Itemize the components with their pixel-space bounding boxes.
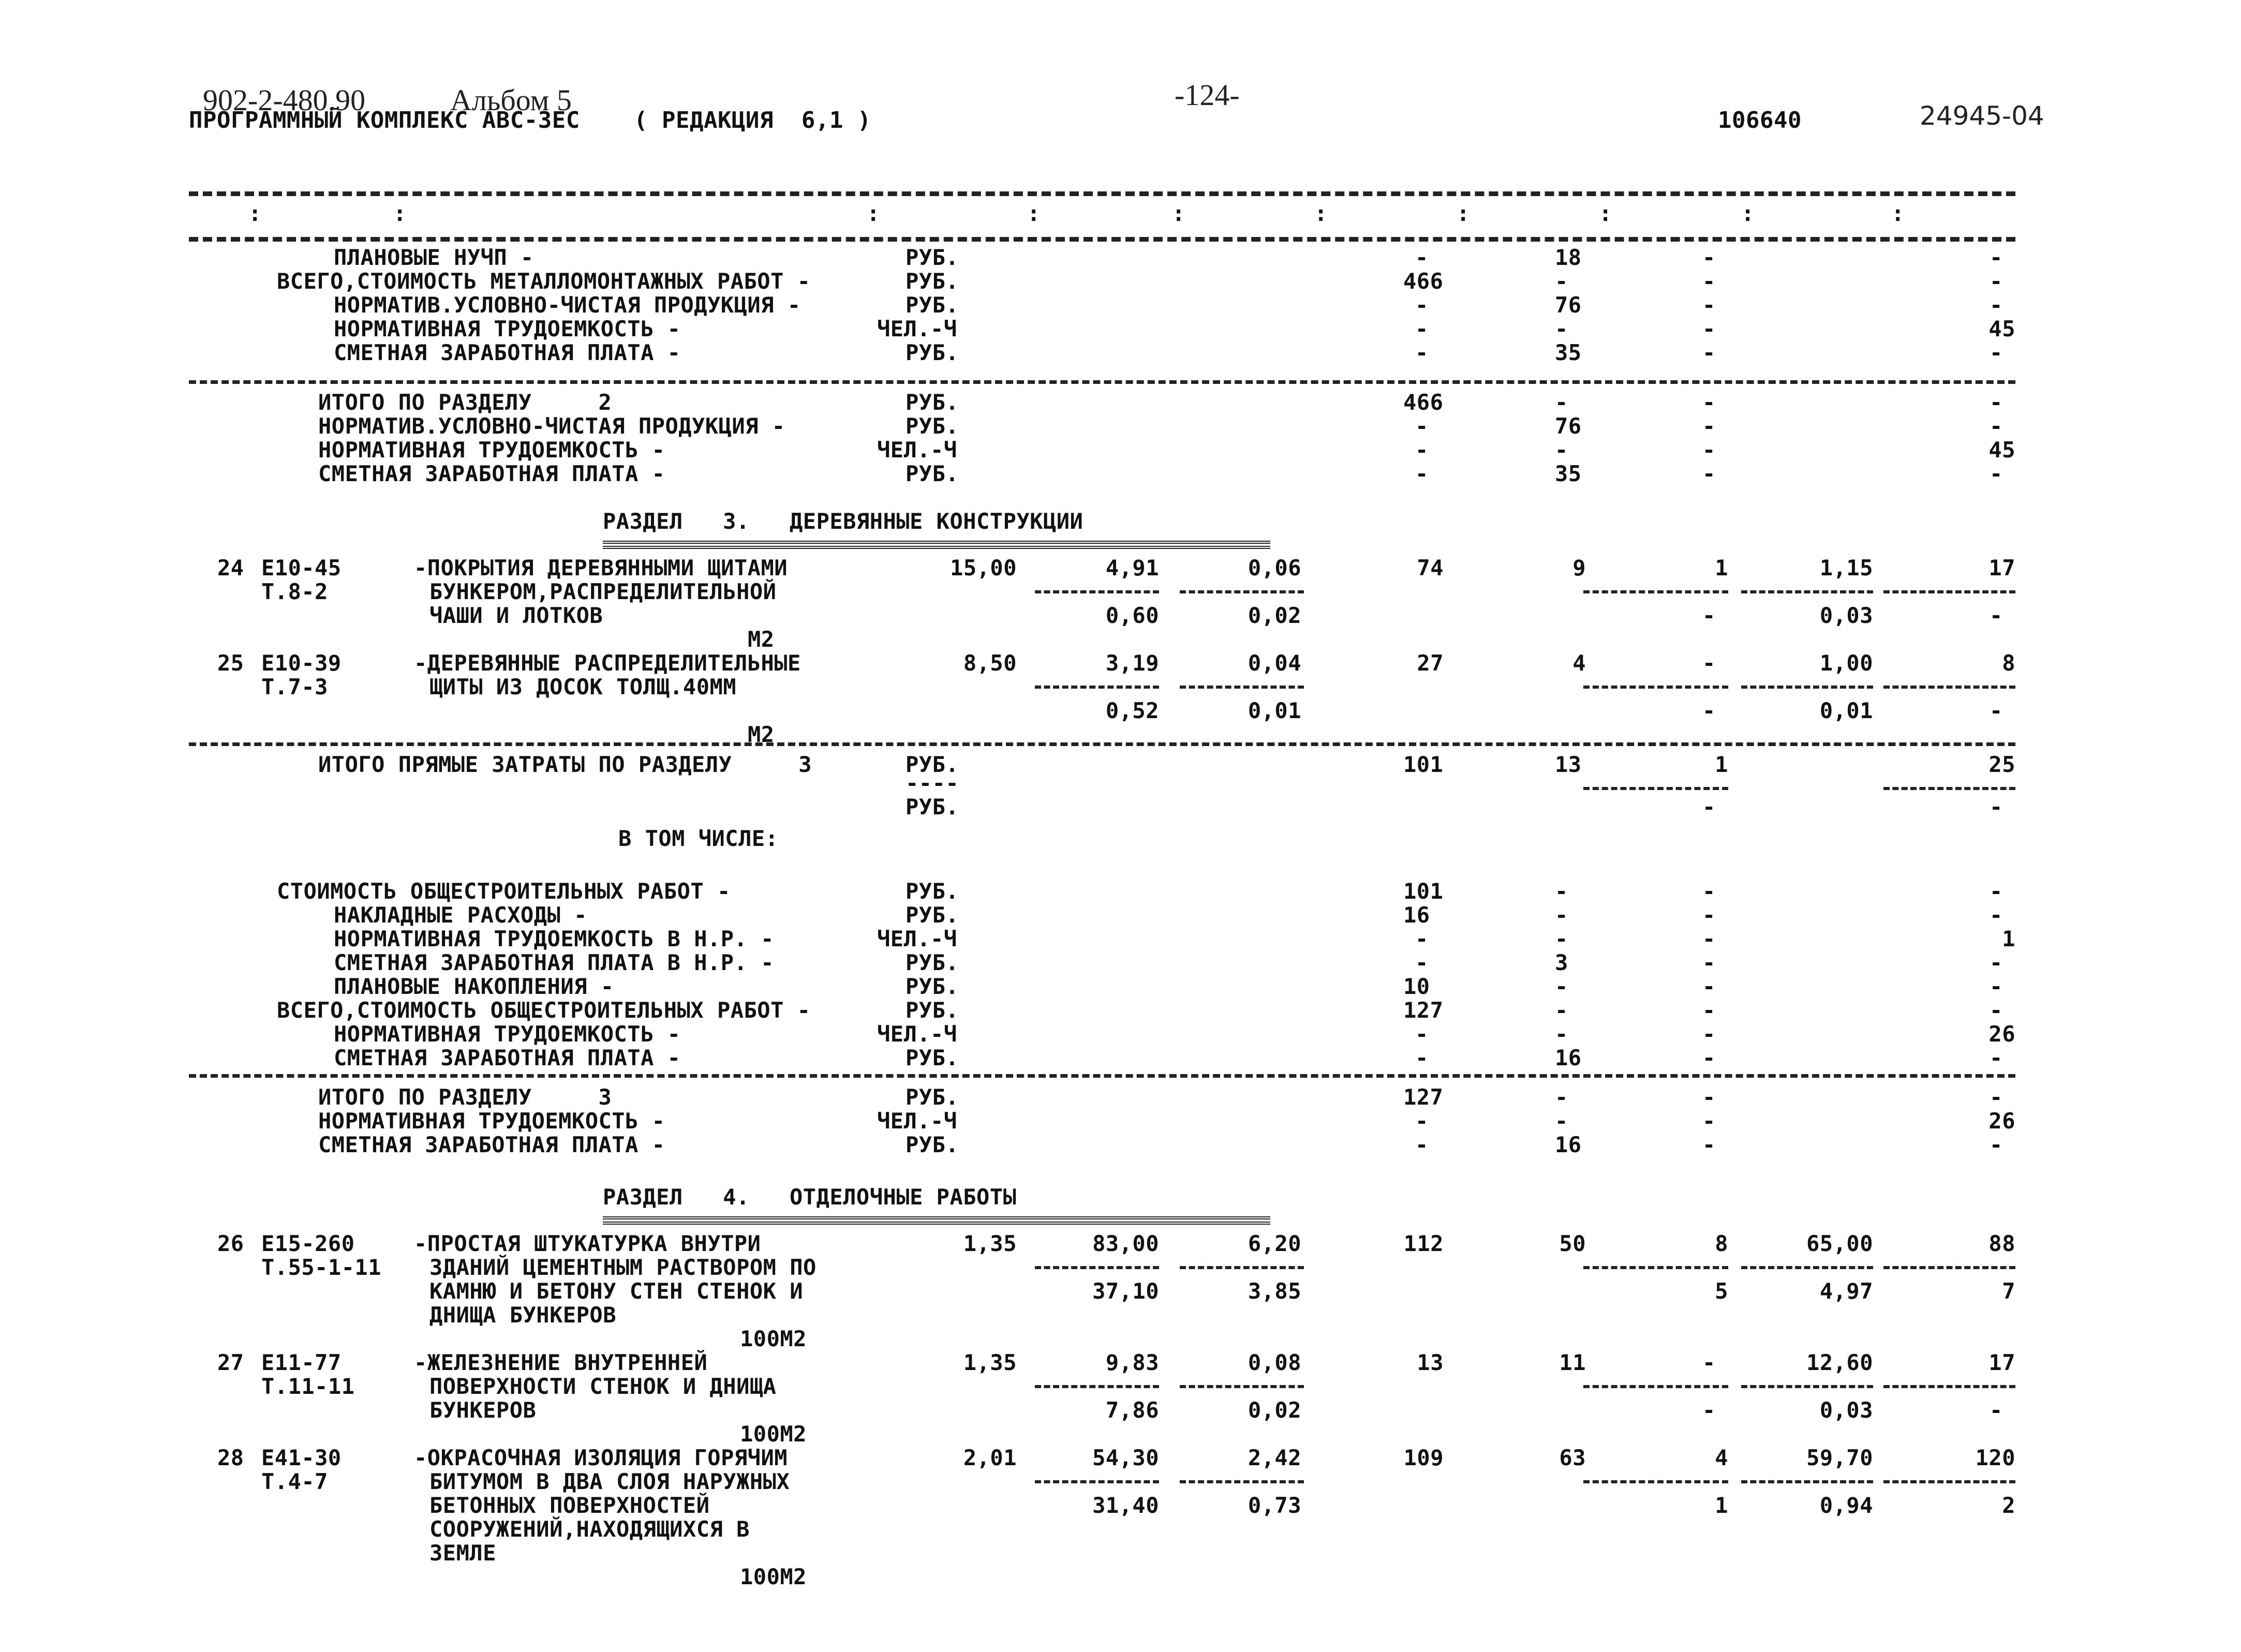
summary-unit: РУБ. [906, 1045, 959, 1070]
summary-label: НОРМАТИВНАЯ ТРУДОЕМКОСТЬ - [334, 316, 681, 341]
separator-rule [189, 380, 2015, 384]
item-description: БУНКЕРОВ [429, 1397, 537, 1423]
cell-divider [1583, 787, 1728, 790]
item-code: Е10-39 [261, 650, 342, 676]
cell-divider [1741, 1480, 1873, 1483]
page-number: -124- [1175, 78, 1240, 112]
summary-unit: РУБ. [906, 245, 959, 270]
cell-divider [1583, 1266, 1728, 1269]
summary-label: НОРМАТИВНАЯ ТРУДОЕМКОСТЬ - [318, 1108, 665, 1134]
cell-c5-lower: 0,60 [1105, 603, 1159, 628]
summary-unit-rule: ---- [906, 770, 959, 796]
separator-rule [189, 742, 2015, 746]
cell-c7: 16 [1403, 902, 1430, 928]
column-divider: : [867, 201, 880, 226]
cell-divider [1180, 1385, 1304, 1388]
cell-c9-lower: - [1702, 698, 1716, 723]
cell-c7: 13 [1417, 1350, 1444, 1375]
item-code: Е15-260 [261, 1231, 355, 1256]
cell-c7: 27 [1417, 650, 1444, 676]
cell-c7: 109 [1403, 1445, 1444, 1470]
cell-divider [1035, 686, 1159, 689]
edition-label: ( РЕДАКЦИЯ 6,1 ) [634, 107, 871, 133]
cell-c8: - [1555, 974, 1568, 999]
cell-c9: - [1702, 390, 1716, 415]
cell-c11: 26 [1988, 1108, 2015, 1134]
cell-c5: 9,83 [1105, 1350, 1159, 1375]
cell-c6: 0,04 [1248, 650, 1301, 676]
cell-c7: 466 [1403, 390, 1444, 415]
cell-c9: - [1702, 1045, 1716, 1070]
item-number: 25 [217, 650, 244, 676]
column-divider: : [1314, 201, 1328, 226]
cell-divider [1180, 686, 1304, 689]
item-description: СООРУЖЕНИЙ,НАХОДЯЩИХСЯ В [429, 1516, 750, 1542]
cell-c9: - [1702, 1021, 1716, 1047]
cell-divider [1741, 1266, 1873, 1269]
cell-c11: - [1990, 245, 2003, 270]
item-code: Е11-77 [261, 1350, 342, 1375]
doc-code-2: 24945-04 [1920, 101, 2044, 131]
cell-c11-lower: - [1990, 603, 2003, 628]
cell-c7: - [1415, 413, 1429, 439]
cell-divider [1035, 590, 1159, 593]
summary-unit: ЧЕЛ.-Ч [877, 1108, 957, 1134]
cell-c8: 4 [1572, 650, 1586, 676]
cell-c6-lower: 0,02 [1248, 1397, 1301, 1423]
cell-c6-lower: 0,73 [1248, 1493, 1301, 1518]
cell-c9: - [1702, 1108, 1716, 1134]
summary-unit: РУБ. [906, 902, 959, 928]
item-reference: Т.8-2 [261, 579, 328, 604]
item-description: -ПРОСТАЯ ШТУКАТУРКА ВНУТРИ [414, 1231, 761, 1256]
summary-label: НОРМАТИВНАЯ ТРУДОЕМКОСТЬ - [318, 437, 665, 463]
cell-c9-lower: - [1702, 603, 1716, 628]
summary-label: НОРМАТИВНАЯ ТРУДОЕМКОСТЬ В Н.Р. - [334, 926, 774, 951]
cell-c9: - [1702, 1132, 1716, 1157]
cell-c8: - [1555, 1108, 1568, 1134]
cell-c11-lower: - [1990, 1397, 2003, 1423]
cell-c4: 2,01 [963, 1445, 1017, 1470]
cell-divider [1883, 686, 2015, 689]
cell-c8: - [1555, 879, 1568, 904]
cell-c9: 8 [1715, 1231, 1728, 1256]
column-divider: : [1599, 201, 1612, 226]
cell-c7: - [1415, 1132, 1429, 1157]
item-description: ЧАШИ И ЛОТКОВ [429, 603, 603, 628]
cell-c8: 63 [1559, 1445, 1586, 1470]
cell-c9: - [1702, 340, 1716, 365]
cell-c11-lower: - [1990, 698, 2003, 723]
cell-c6: 6,20 [1248, 1231, 1301, 1256]
item-description: ЗДАНИЙ ЦЕМЕНТНЫМ РАСТВОРОМ ПО [429, 1255, 817, 1280]
cell-c11: - [1990, 974, 2003, 999]
column-divider: : [248, 201, 262, 226]
item-unit: М2 [748, 627, 775, 652]
summary-label: ИТОГО ПО РАЗДЕЛУ 2 [318, 390, 612, 415]
cell-c8: 13 [1555, 752, 1582, 777]
item-description: ЩИТЫ ИЗ ДОСОК ТОЛЩ.40ММ [429, 674, 737, 700]
cell-c9: - [1702, 926, 1716, 951]
cell-c8: - [1555, 1021, 1568, 1047]
table-head-rule [189, 237, 2015, 242]
summary-unit: РУБ. [906, 340, 959, 365]
cell-divider [1583, 1385, 1728, 1388]
cell-c6: 0,06 [1248, 555, 1301, 581]
cell-c9: - [1702, 413, 1716, 439]
cell-c6: 0,08 [1248, 1350, 1301, 1375]
item-reference: Т.4-7 [261, 1469, 328, 1494]
cell-c8: 3 [1555, 950, 1568, 975]
cell-c9: - [1702, 292, 1716, 318]
cell-c9: - [1702, 650, 1716, 676]
summary-label: ИТОГО ПО РАЗДЕЛУ 3 [318, 1084, 612, 1110]
summary-unit: РУБ. [906, 292, 959, 318]
summary-label: СМЕТНАЯ ЗАРАБОТНАЯ ПЛАТА - [318, 1132, 665, 1157]
cell-c9: - [1702, 437, 1716, 463]
cell-c9-lower: - [1702, 1397, 1716, 1423]
item-unit: 100М2 [740, 1564, 807, 1589]
summary-unit: РУБ. [906, 974, 959, 999]
cell-c11: - [1990, 269, 2003, 294]
summary-label: ВСЕГО,СТОИМОСТЬ МЕТАЛЛОМОНТАЖНЫХ РАБОТ - [277, 269, 811, 294]
cell-c7: - [1415, 245, 1429, 270]
section-title: РАЗДЕЛ 3. ДЕРЕВЯННЫЕ КОНСТРУКЦИИ [603, 509, 1084, 534]
cell-c9-lower: 5 [1715, 1278, 1728, 1304]
cell-c9: 1 [1715, 752, 1728, 777]
program-title: ПРОГРАММНЫЙ КОМПЛЕКС АВС-ЗЕС [189, 107, 580, 133]
summary-label: НОРМАТИВ.УСЛОВНО-ЧИСТАЯ ПРОДУКЦИЯ - [334, 292, 801, 318]
cell-c4: 1,35 [963, 1231, 1017, 1256]
cell-c8: - [1555, 998, 1568, 1023]
item-reference: Т.7-3 [261, 674, 328, 700]
cell-c7: - [1415, 1045, 1429, 1070]
cell-c11: - [1990, 902, 2003, 928]
column-divider: : [1741, 201, 1755, 226]
cell-divider [1883, 1480, 2015, 1483]
item-description: БИТУМОМ В ДВА СЛОЯ НАРУЖНЫХ [429, 1469, 790, 1494]
cell-c8: 35 [1555, 461, 1582, 486]
summary-unit: ЧЕЛ.-Ч [877, 316, 957, 341]
cell-c8: - [1555, 437, 1568, 463]
cell-divider [1583, 686, 1728, 689]
cell-c8: 16 [1555, 1132, 1582, 1157]
doc-number: 902-2-480.90 [203, 83, 366, 117]
cell-divider [1741, 590, 1873, 593]
cell-c6-lower: 0,02 [1248, 603, 1301, 628]
cell-c11: 26 [1988, 1021, 2015, 1047]
summary-unit: РУБ. [906, 998, 959, 1023]
cell-divider [1883, 590, 2015, 593]
cell-c7: - [1415, 316, 1429, 341]
summary-label: СМЕТНАЯ ЗАРАБОТНАЯ ПЛАТА - [318, 461, 665, 486]
cell-c11: - [1990, 390, 2003, 415]
cell-c9: - [1702, 1350, 1716, 1375]
cell-c7: - [1415, 1108, 1429, 1134]
summary-label: НОРМАТИВНАЯ ТРУДОЕМКОСТЬ - [334, 1021, 681, 1047]
cell-c11: - [1990, 998, 2003, 1023]
summary-unit: РУБ. [906, 752, 959, 777]
cell-c11: - [1990, 1132, 2003, 1157]
cell-c5: 54,30 [1092, 1445, 1159, 1470]
column-divider: : [393, 201, 407, 226]
cell-c5-lower: 31,40 [1092, 1493, 1159, 1518]
cell-divider [1180, 1266, 1304, 1269]
cell-c7: - [1415, 292, 1429, 318]
summary-label: НОРМАТИВ.УСЛОВНО-ЧИСТАЯ ПРОДУКЦИЯ - [318, 413, 785, 439]
item-description: ДНИЩА БУНКЕРОВ [429, 1302, 617, 1328]
cell-c9: - [1702, 1084, 1716, 1110]
item-description: БУНКЕРОМ,РАСПРЕДЕЛИТЕЛЬНОЙ [429, 579, 777, 604]
cell-c6-lower: 3,85 [1248, 1278, 1301, 1304]
title-underline [603, 541, 1270, 549]
cell-c11: - [1990, 413, 2003, 439]
item-reference: Т.11-11 [261, 1374, 355, 1399]
cell-c11: - [1990, 461, 2003, 486]
cell-c10: 12,60 [1806, 1350, 1873, 1375]
summary-unit: РУБ. [906, 1084, 959, 1110]
separator-rule [189, 1074, 2015, 1078]
item-number: 28 [217, 1445, 244, 1470]
cell-c8: - [1555, 926, 1568, 951]
item-description: -ПОКРЫТИЯ ДЕРЕВЯННЫМИ ЩИТАМИ [414, 555, 788, 581]
cell-c10-lower: 0,94 [1819, 1493, 1873, 1518]
cell-c9: 4 [1715, 1445, 1728, 1470]
column-divider: : [1027, 201, 1041, 226]
cell-divider [1583, 1480, 1728, 1483]
cell-c11: - [1990, 1045, 2003, 1070]
summary-unit: РУБ. [906, 390, 959, 415]
summary-unit: РУБ. [906, 269, 959, 294]
cell-c6: 2,42 [1248, 1445, 1301, 1470]
cell-c5-lower: 37,10 [1092, 1278, 1159, 1304]
cell-c9: - [1702, 245, 1716, 270]
cell-c10-lower: 0,03 [1819, 1397, 1873, 1423]
item-reference: Т.55-1-11 [261, 1255, 382, 1280]
cell-c5-lower: 7,86 [1105, 1397, 1159, 1423]
cell-divider [1741, 1385, 1873, 1388]
summary-label: НАКЛАДНЫЕ РАСХОДЫ - [334, 902, 587, 928]
cell-c7: 127 [1403, 1084, 1444, 1110]
item-description: ЗЕМЛЕ [429, 1540, 496, 1566]
summary-unit: ЧЕЛ.-Ч [877, 926, 957, 951]
cell-c9: - [1702, 316, 1716, 341]
cell-c5: 83,00 [1092, 1231, 1159, 1256]
item-unit: 100М2 [740, 1421, 807, 1447]
cell-c11: 45 [1988, 316, 2015, 341]
cell-c4: 8,50 [963, 650, 1017, 676]
item-description: КАМНЮ И БЕТОНУ СТЕН СТЕНОК И [429, 1278, 804, 1304]
summary-unit: РУБ. [906, 461, 959, 486]
cell-c8: - [1555, 316, 1568, 341]
cell-c8: 18 [1555, 245, 1582, 270]
cell-c11: 25 [1988, 752, 2015, 777]
item-description: -ЖЕЛЕЗНЕНИЕ ВНУТРЕННЕЙ [414, 1350, 708, 1375]
cell-c11: 8 [2002, 650, 2015, 676]
cell-c7: 74 [1417, 555, 1444, 581]
item-description: -ДЕРЕВЯННЫЕ РАСПРЕДЕЛИТЕЛЬНЫЕ [414, 650, 801, 676]
cell-c9: - [1702, 902, 1716, 928]
cell-c7: - [1415, 340, 1429, 365]
summary-unit: ЧЕЛ.-Ч [877, 437, 957, 463]
cell-c11: 1 [2002, 926, 2015, 951]
doc-code-1: 106640 [1718, 107, 1802, 133]
cell-c8: 76 [1555, 292, 1582, 318]
cell-c11-lower: - [1990, 794, 2003, 820]
cell-divider [1583, 590, 1728, 593]
cell-c4: 1,35 [963, 1350, 1017, 1375]
cell-c10-lower: 0,03 [1819, 603, 1873, 628]
cell-divider [1741, 686, 1873, 689]
cell-c11: 17 [1988, 555, 2015, 581]
cell-c11: - [1990, 1084, 2003, 1110]
cell-c8: - [1555, 269, 1568, 294]
item-number: 27 [217, 1350, 244, 1375]
item-code: Е10-45 [261, 555, 342, 581]
cell-c9: - [1702, 461, 1716, 486]
cell-c11: 120 [1975, 1445, 2015, 1470]
section-title: РАЗДЕЛ 4. ОТДЕЛОЧНЫЕ РАБОТЫ [603, 1184, 1017, 1210]
column-divider: : [1457, 201, 1470, 226]
cell-c11: 88 [1988, 1231, 2015, 1256]
cell-c8: - [1555, 902, 1568, 928]
summary-label: СТОИМОСТЬ ОБЩЕСТРОИТЕЛЬНЫХ РАБОТ - [277, 879, 731, 904]
cell-divider [1035, 1385, 1159, 1388]
cell-c10: 1,15 [1819, 555, 1873, 581]
table-top-rule [189, 191, 2015, 196]
cell-c9: - [1702, 879, 1716, 904]
title-underline [603, 1216, 1270, 1225]
item-unit: 100М2 [740, 1326, 807, 1351]
cell-c9-lower: - [1702, 794, 1716, 820]
cell-divider [1035, 1480, 1159, 1483]
cell-c11: - [1990, 292, 2003, 318]
cell-c9: 1 [1715, 555, 1728, 581]
album-label: Альбом 5 [450, 83, 572, 117]
cell-c9-lower: 1 [1715, 1493, 1728, 1518]
summary-label: ПЛАНОВЫЕ НАКОПЛЕНИЯ - [334, 974, 614, 999]
cell-c11-lower: 2 [2002, 1493, 2015, 1518]
cell-c11: - [1990, 950, 2003, 975]
item-unit: М2 [748, 722, 775, 747]
summary-unit: РУБ. [906, 794, 959, 820]
cell-c5: 3,19 [1105, 650, 1159, 676]
item-number: 24 [217, 555, 244, 581]
cell-c9: - [1702, 974, 1716, 999]
cell-c10-lower: 0,01 [1819, 698, 1873, 723]
cell-c8: - [1555, 1084, 1568, 1110]
column-divider: : [1172, 201, 1185, 226]
summary-unit: РУБ. [906, 950, 959, 975]
cell-c9: - [1702, 269, 1716, 294]
cell-c8: 11 [1559, 1350, 1586, 1375]
item-description: -ОКРАСОЧНАЯ ИЗОЛЯЦИЯ ГОРЯЧИМ [414, 1445, 788, 1470]
summary-unit: ЧЕЛ.-Ч [877, 1021, 957, 1047]
cell-c5-lower: 0,52 [1105, 698, 1159, 723]
cell-c10: 1,00 [1819, 650, 1873, 676]
cell-divider [1035, 1266, 1159, 1269]
cell-c9: - [1702, 950, 1716, 975]
cell-c7: 112 [1403, 1231, 1444, 1256]
including-label: В ТОМ ЧИСЛЕ: [618, 826, 779, 851]
summary-label: ВСЕГО,СТОИМОСТЬ ОБЩЕСТРОИТЕЛЬНЫХ РАБОТ - [277, 998, 811, 1023]
cell-c11: 45 [1988, 437, 2015, 463]
cell-c7: 127 [1403, 998, 1444, 1023]
cell-c11-lower: 7 [2002, 1278, 2015, 1304]
summary-label: ИТОГО ПРЯМЫЕ ЗАТРАТЫ ПО РАЗДЕЛУ 3 [318, 752, 812, 777]
cell-c8: - [1555, 390, 1568, 415]
cell-divider [1883, 1266, 2015, 1269]
cell-c8: 50 [1559, 1231, 1586, 1256]
summary-label: СМЕТНАЯ ЗАРАБОТНАЯ ПЛАТА - [334, 340, 681, 365]
summary-label: СМЕТНАЯ ЗАРАБОТНАЯ ПЛАТА - [334, 1045, 681, 1070]
cell-c8: 9 [1572, 555, 1586, 581]
cell-c9: - [1702, 998, 1716, 1023]
cell-divider [1180, 1480, 1304, 1483]
cell-c7: 466 [1403, 269, 1444, 294]
cell-c7: - [1415, 950, 1429, 975]
cell-c11: 17 [1988, 1350, 2015, 1375]
cell-divider [1180, 590, 1304, 593]
summary-unit: РУБ. [906, 413, 959, 439]
cell-c4: 15,00 [950, 555, 1017, 581]
summary-unit: РУБ. [906, 879, 959, 904]
column-divider: : [1891, 201, 1905, 226]
cell-divider [1883, 787, 2015, 790]
item-description: ПОВЕРХНОСТИ СТЕНОК И ДНИЩА [429, 1374, 777, 1399]
cell-c5: 4,91 [1105, 555, 1159, 581]
item-number: 26 [217, 1231, 244, 1256]
summary-unit: РУБ. [906, 1132, 959, 1157]
cell-c7: - [1415, 926, 1429, 951]
cell-c10: 65,00 [1806, 1231, 1873, 1256]
summary-label: ПЛАНОВЫЕ НУЧП - [334, 245, 534, 270]
item-code: Е41-30 [261, 1445, 342, 1470]
cell-divider [1883, 1385, 2015, 1388]
cell-c8: 76 [1555, 413, 1582, 439]
cell-c7: 101 [1403, 879, 1444, 904]
cell-c7: - [1415, 1021, 1429, 1047]
cell-c10: 59,70 [1806, 1445, 1873, 1470]
cell-c7: - [1415, 461, 1429, 486]
cell-c7: - [1415, 437, 1429, 463]
cell-c7: 10 [1403, 974, 1430, 999]
summary-label: СМЕТНАЯ ЗАРАБОТНАЯ ПЛАТА В Н.Р. - [334, 950, 774, 975]
cell-c6-lower: 0,01 [1248, 698, 1301, 723]
cell-c8: 16 [1555, 1045, 1582, 1070]
item-description: БЕТОННЫХ ПОВЕРХНОСТЕЙ [429, 1493, 710, 1518]
cell-c11: - [1990, 879, 2003, 904]
cell-c10-lower: 4,97 [1819, 1278, 1873, 1304]
cell-c8: 35 [1555, 340, 1582, 365]
cell-c11: - [1990, 340, 2003, 365]
cell-c7: 101 [1403, 752, 1444, 777]
